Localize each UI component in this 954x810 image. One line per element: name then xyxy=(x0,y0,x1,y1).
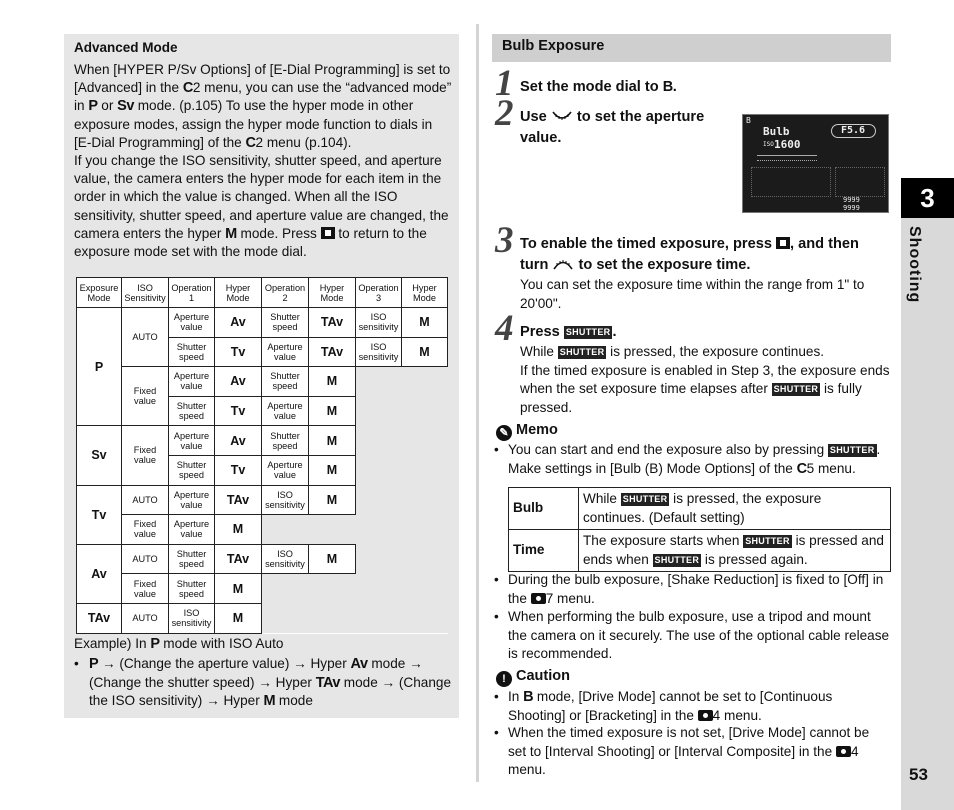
c-mode-icon: C xyxy=(182,80,193,97)
op-aperture: Aperture value xyxy=(169,485,215,515)
m-mode-icon: M xyxy=(225,225,237,242)
c-mode-icon: C xyxy=(796,460,807,477)
op-shutter: Shutter speed xyxy=(262,426,309,456)
time-label: Time xyxy=(509,530,579,572)
shutter-button-icon: SHUTTER xyxy=(829,445,875,455)
iso-auto: AUTO xyxy=(122,544,169,574)
hyper-tav: TAv xyxy=(215,485,262,515)
op-aperture: Aperture value xyxy=(262,396,309,426)
shutter-button-icon: SHUTTER xyxy=(745,536,790,547)
chapter-number: 3 xyxy=(901,178,954,218)
lcd-icons-grid xyxy=(751,167,831,197)
mode-tav: TAv xyxy=(77,603,122,633)
front-dial-icon xyxy=(551,110,573,122)
lcd-fnum-box xyxy=(831,124,876,138)
mode-av: Av xyxy=(77,544,122,603)
rear-dial-icon xyxy=(552,258,574,270)
op-shutter: Shutter speed xyxy=(169,574,215,604)
b-mode-icon: B xyxy=(662,79,673,95)
op-shutter: Shutter speed xyxy=(169,455,215,485)
blank xyxy=(356,367,448,397)
op-shutter: Shutter speed xyxy=(262,367,309,397)
lcd-fnum: F5.6 xyxy=(841,125,866,136)
iso-fixed: Fixed value xyxy=(122,515,169,545)
iso-fixed: Fixed value xyxy=(122,426,169,485)
bullet: • xyxy=(74,656,79,671)
hyper-m: M xyxy=(215,603,262,633)
op-aperture: Aperture value xyxy=(262,337,309,367)
shutter-button-icon: SHUTTER xyxy=(565,327,611,337)
iso-fixed: Fixed value xyxy=(122,367,169,426)
iso-fixed: Fixed value xyxy=(122,574,169,604)
bulb-mode-options-table xyxy=(508,487,891,572)
op-shutter: Shutter speed xyxy=(169,396,215,426)
op-aperture: Aperture value xyxy=(169,367,215,397)
green-button-icon xyxy=(776,237,790,249)
hyper-m: M xyxy=(215,574,262,604)
time-desc: The exposure starts when SHUTTER is pressed and ends when SHUTTER is pressed again. xyxy=(579,530,891,572)
tav-mode-icon: TAv xyxy=(315,674,340,691)
table-header: Hyper Mode xyxy=(402,278,448,308)
step-1-text: Set the mode dial to B. xyxy=(520,79,677,95)
hyper-m: M xyxy=(309,544,356,574)
blank xyxy=(356,396,448,426)
hyper-tv: Tv xyxy=(215,337,262,367)
p-mode-icon: P xyxy=(89,656,99,672)
memo-heading: ✎ Memo xyxy=(496,422,558,441)
lcd-iso: 1600 xyxy=(774,138,801,151)
op-aperture: Aperture value xyxy=(169,515,215,545)
step-3-body: You can set the exposure time within the range from 1" to 20'00". xyxy=(520,277,865,311)
green-button-icon xyxy=(321,227,335,239)
table-header: Operation 1 xyxy=(169,278,215,308)
table-header: Hyper Mode xyxy=(309,278,356,308)
blank xyxy=(356,544,448,574)
op-aperture: Aperture value xyxy=(169,426,215,456)
camera-icon xyxy=(531,593,546,604)
op-iso: ISO sensitivity xyxy=(262,544,309,574)
hyper-m: M xyxy=(309,396,356,426)
table-header: Hyper Mode xyxy=(215,278,262,308)
step-number: 2 xyxy=(495,93,514,134)
camera-icon xyxy=(698,710,713,721)
lcd-exposure-scale xyxy=(757,155,817,161)
bulb-label: Bulb xyxy=(509,488,579,530)
op-aperture: Aperture value xyxy=(169,308,215,338)
table-header: Operation 2 xyxy=(262,278,309,308)
lcd-count-2: 9999 xyxy=(843,204,860,212)
op-iso: ISO sensitivity xyxy=(169,603,215,633)
blank xyxy=(356,426,448,456)
blank xyxy=(262,515,448,545)
hyper-m: M xyxy=(215,515,262,545)
op-shutter: Shutter speed xyxy=(262,308,309,338)
mode-sv: Sv xyxy=(77,426,122,485)
hyper-tav: TAv xyxy=(215,544,262,574)
hyper-m: M xyxy=(402,308,448,338)
hyper-av: Av xyxy=(215,308,262,338)
hyper-tv: Tv xyxy=(215,396,262,426)
mode-tv: Tv xyxy=(77,485,122,544)
advanced-mode-title: Advanced Mode xyxy=(74,40,178,55)
bulb-desc: While SHUTTER is pressed, the exposure continues. (Default setting) xyxy=(579,488,891,530)
example-title: Example) In P mode with ISO Auto xyxy=(74,636,284,652)
blank xyxy=(356,455,448,485)
step-number: 4 xyxy=(495,308,514,349)
lcd-status-screen xyxy=(742,114,889,213)
chapter-label: Shooting xyxy=(906,226,923,304)
hyper-tv: Tv xyxy=(215,455,262,485)
hyper-av: Av xyxy=(215,367,262,397)
p-mode-icon: P xyxy=(150,636,160,652)
page-number: 53 xyxy=(909,765,928,784)
lcd-mode: B xyxy=(746,116,751,125)
av-mode-icon: Av xyxy=(350,656,368,672)
table-header: ISO Sensitivity xyxy=(122,278,169,308)
advanced-mode-text: When [HYPER P/Sv Options] of [E-Dial Programming] is set to [Advanced] in the C2 menu, you can use the “advanced mode” in P or Sv mode. (p.105) To use the hyper mode in other exposure modes, assign the hyper mode function to dials in [E-Dial Programming] of the C2 menu (p.104). If you change the ISO sensitivity, shutter speed, and aperture value, the camera enters the hyper mode for each item in the order in which the value is changed. When all the ISO sensitivity, shutter speed, and aperture value are changed, the camera enters the hyper M mode. Press to return to the exposure mode set with the mode dial. xyxy=(74,62,452,260)
caution-heading: ! Caution xyxy=(496,668,570,687)
lcd-af-grid xyxy=(835,167,885,197)
op-shutter: Shutter speed xyxy=(169,544,215,574)
hyper-m: M xyxy=(309,426,356,456)
c-mode-icon: C xyxy=(245,134,256,151)
iso-auto: AUTO xyxy=(122,485,169,515)
op-shutter: Shutter speed xyxy=(169,337,215,367)
m-mode-icon: M xyxy=(263,693,276,710)
table-row xyxy=(509,530,891,572)
step-4-body: While SHUTTER is pressed, the exposure continues. If the timed exposure is enabled in Step 3, the exposure ends when the set exposure time elapses after SHUTTER is fully pressed. xyxy=(520,344,890,415)
table-header: Exposure Mode xyxy=(77,278,122,308)
hyper-m: M xyxy=(402,337,448,367)
blank xyxy=(262,574,448,604)
op-iso: ISO sensitivity xyxy=(356,337,402,367)
camera-icon xyxy=(836,746,851,757)
shutter-button-icon: SHUTTER xyxy=(654,554,700,565)
step-number: 3 xyxy=(495,220,514,261)
lcd-count-1: 9999 xyxy=(843,196,860,204)
table-row xyxy=(509,488,891,530)
step-3-text: To enable the timed exposure, press , and then turn to set the exposure time. xyxy=(520,236,859,273)
memo-icon: ✎ xyxy=(496,425,512,441)
op-iso: ISO sensitivity xyxy=(262,485,309,515)
hyper-av: Av xyxy=(215,426,262,456)
hyper-mode-table xyxy=(76,277,448,634)
hyper-m: M xyxy=(309,367,356,397)
caution-icon: ! xyxy=(496,671,512,687)
column-divider xyxy=(476,24,479,782)
blank xyxy=(356,485,448,515)
table-header: Operation 3 xyxy=(356,278,402,308)
b-mode-icon: B xyxy=(523,689,534,705)
shutter-button-icon: SHUTTER xyxy=(559,347,605,357)
mode-p: P xyxy=(77,308,122,426)
blank xyxy=(262,603,448,633)
sv-mode-icon: Sv xyxy=(117,98,134,115)
op-aperture: Aperture value xyxy=(262,455,309,485)
lcd-bulb: Bulb xyxy=(763,125,790,138)
iso-auto: AUTO xyxy=(122,603,169,633)
shutter-button-icon: SHUTTER xyxy=(622,494,668,504)
op-iso: ISO sensitivity xyxy=(356,308,402,338)
step-2-text: Use to set the aperture value. xyxy=(520,109,705,146)
hyper-tav: TAv xyxy=(309,337,356,367)
hyper-m: M xyxy=(309,485,356,515)
bulb-exposure-title: Bulb Exposure xyxy=(502,38,605,54)
step-4-text: Press SHUTTER . xyxy=(520,324,617,340)
p-mode-icon: P xyxy=(88,98,98,115)
shutter-button-icon: SHUTTER xyxy=(773,384,819,395)
lcd-iso-label: ISO xyxy=(763,141,774,148)
hyper-m: M xyxy=(309,455,356,485)
iso-auto: AUTO xyxy=(122,308,169,367)
step-number: 1 xyxy=(495,63,514,104)
hyper-tav: TAv xyxy=(309,308,356,338)
